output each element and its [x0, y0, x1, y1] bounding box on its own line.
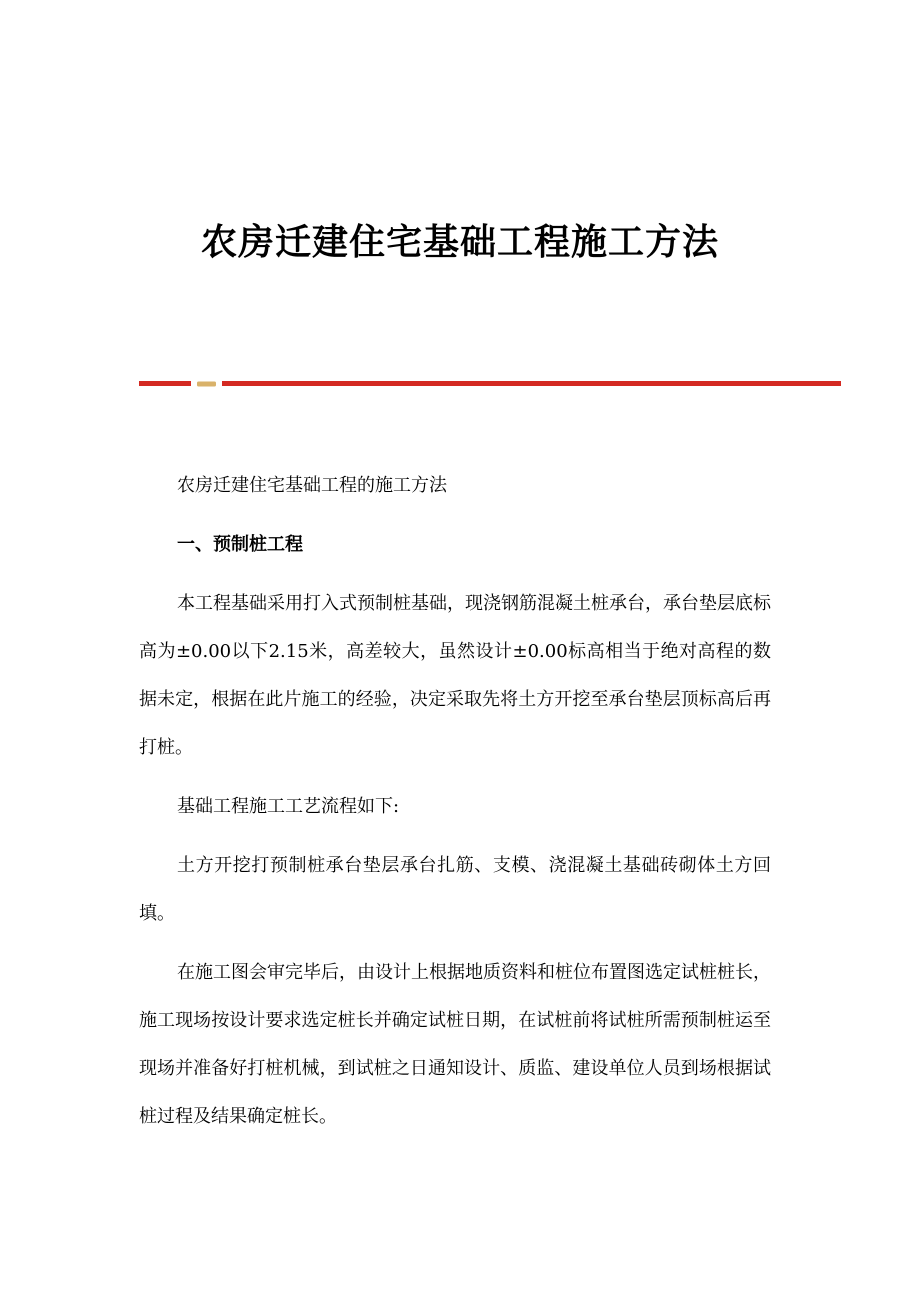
divider-ornament	[197, 382, 216, 387]
section-heading: 一、预制桩工程	[177, 534, 303, 555]
title-divider	[139, 380, 841, 388]
divider-line-right	[222, 381, 841, 386]
intro-paragraph: 农房迁建住宅基础工程的施工方法	[177, 475, 447, 496]
divider-line-left	[139, 381, 191, 386]
body-paragraph: 土方开挖打预制桩承台垫层承台扎筋、支模、浇混凝土基础砖砌体土方回填。	[139, 855, 771, 924]
body-paragraph: 在施工图会审完毕后，由设计上根据地质资料和桩位布置图选定试桩桩长，施工现场按设计要求选定桩长并确定试桩日期，在试桩前将试桩所需预制桩运至现场并准备好打桩机械，到试桩之日通知设计、质监、建设单位人员到场根据试桩过程及结果确定桩长。	[139, 962, 771, 1127]
document-body	[139, 462, 771, 1152]
body-paragraph: 本工程基础采用打入式预制桩基础，现浇钢筋混凝土桩承台，承台垫层底标高为±0.00以下2.15米，高差较大，虽然设计±0.00标高相当于绝对高程的数据未定，根据在此片施工的经验，决定采取先将土方开挖至承台垫层顶标高后再打桩。	[139, 593, 771, 758]
divider-ornament-icon	[139, 380, 841, 388]
document-title: 农房迁建住宅基础工程施工方法	[200, 221, 719, 263]
body-paragraph: 基础工程施工工艺流程如下:	[177, 796, 400, 817]
